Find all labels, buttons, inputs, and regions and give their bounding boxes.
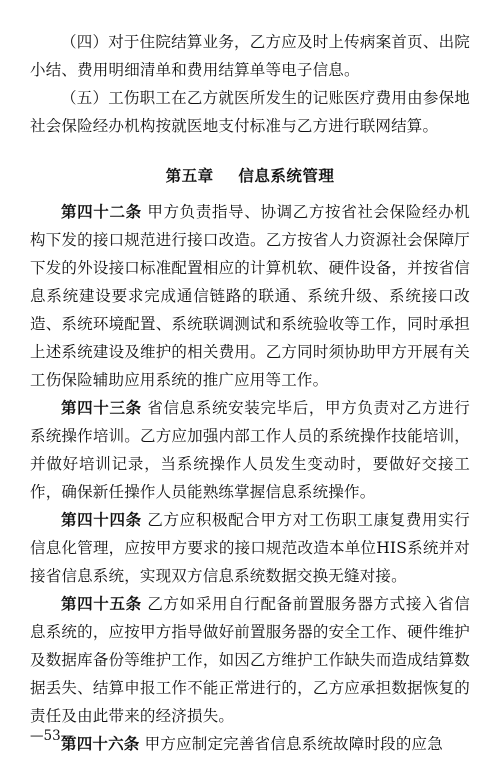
- paragraph-item-5: （五）工伤职工在乙方就医所发生的记账医疗费用由参保地社会保险经办机构按就医地支付标准与乙方进行联网结算。: [30, 89, 470, 135]
- article-text: 乙方应积极配合甲方对工伤职工康复费用实行信息化管理，应按甲方要求的接口规范改造本单位HIS系统并对接省信息系统，实现双方信息系统数据交换无缝对接。: [30, 511, 470, 585]
- chapter-number: 第五章: [165, 167, 214, 185]
- article-label: 第四十六条: [61, 735, 140, 753]
- article-42: [30, 198, 470, 394]
- chapter-heading: [30, 162, 470, 190]
- article-44: [30, 506, 470, 590]
- article-text: 甲方负责指导、协调乙方按省社会保险经办机构下发的接口规范进行接口改造。乙方按省人力资源社会保障厅下发的外设接口标准配置相应的计算机软、硬件设备，并按省信息系统建设要求完成通信链路的联通、系统升级、系统接口改造、系统环境配置、系统联调测试和系统验收等工作，同时承担上述系统建设及维护的相关费用。乙方同时须协助甲方开展有关工伤保险辅助应用系统的推广应用等工作。: [30, 203, 470, 389]
- article-label: 第四十五条: [61, 595, 142, 613]
- article-label: 第四十二条: [61, 203, 142, 221]
- article-46: [30, 730, 470, 758]
- page-number: —53—: [30, 728, 75, 744]
- article-45: [30, 590, 470, 730]
- article-label: 第四十四条: [61, 511, 142, 529]
- article-43: [30, 394, 470, 506]
- article-text: 乙方如采用自行配备前置服务器方式接入省信息系统的，应按甲方指导做好前置服务器的安全工作、硬件维护及数据库备份等维护工作，如因乙方维护工作缺失而造成结算数据丢失、结算申报工作不能正常进行的，乙方应承担数据恢复的责任及由此带来的经济损失。: [30, 595, 470, 725]
- chapter-title: 信息系统管理: [238, 167, 335, 185]
- document-body: [30, 28, 470, 758]
- paragraph-item-4: （四）对于住院结算业务，乙方应及时上传病案首页、出院小结、费用明细清单和费用结算单等电子信息。: [30, 33, 470, 79]
- article-label: 第四十三条: [61, 399, 142, 417]
- article-text: 省信息系统安装完毕后，甲方负责对乙方进行系统操作培训。乙方应加强内部工作人员的系统操作技能培训，并做好培训记录，当系统操作人员发生变动时，要做好交接工作，确保新任操作人员能熟练掌握信息系统操作。: [30, 399, 470, 501]
- article-text: 甲方应制定完善省信息系统故障时段的应急: [144, 735, 443, 753]
